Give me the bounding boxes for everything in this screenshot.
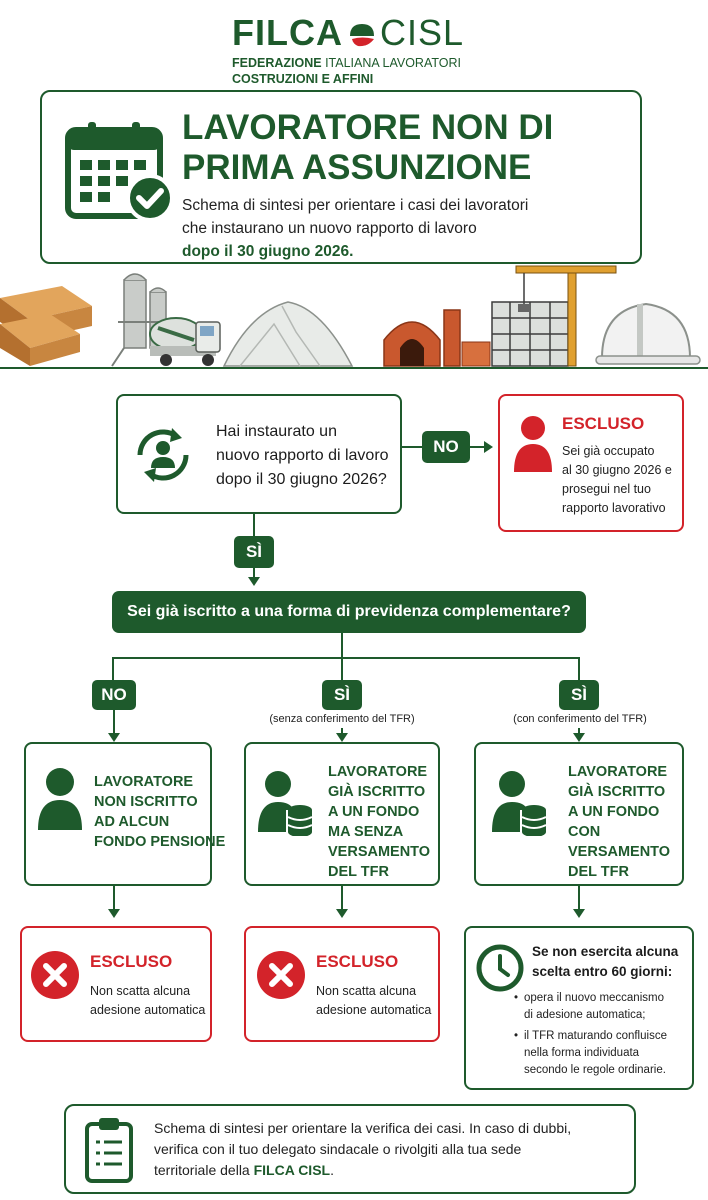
note-with-tfr: (con conferimento del TFR) [513,713,647,725]
outcome-1-text: Non scatta alcuna adesione automatica [90,984,206,1017]
stone-pile-icon [224,302,352,366]
logo-subtitle-1: FEDERAZIONE ITALIANA LAVORATORI [232,56,461,70]
label-no-1: NO [422,431,470,463]
label-branch-no: NO [92,680,136,710]
person-database-icon [490,770,548,836]
logo-brand-filca: FILCA [232,12,343,53]
header-description: Schema di sintesi per orientare i casi dei lavoratori che instaurano un nuovo rapporto di lavoro dopo il 30 giugno 2026. [182,197,529,260]
label-branch-si-1: SÌ [322,680,362,710]
card-enrolled-no-tfr [244,742,440,886]
outcome-excluded-1 [20,926,212,1042]
connector-branch-left [112,657,114,681]
arrow-to-card-2 [336,733,348,742]
label-si-1: SÌ [234,536,274,568]
logo [232,12,482,88]
outcome-1-title: ESCLUSO [90,952,173,971]
person-icon [512,414,554,474]
note-without-tfr: (senza conferimento del TFR) [269,713,415,725]
card-3-title: LAVORATORE GIÀ ISCRITTO A UN FONDO CON VERSAMENTO DEL TFR [568,764,671,880]
person-icon [36,766,84,832]
card-enrolled-with-tfr [474,742,684,886]
question-new-contract [116,394,402,514]
outcome-excluded-2 [244,926,440,1042]
arrow-to-excluded-top [484,441,493,453]
outcome-2-title: ESCLUSO [316,952,399,971]
excluded-top-box [498,394,684,532]
x-circle-icon [30,950,80,1000]
connector-branch-right [578,657,580,681]
outcome-2-text: Non scatta alcuna adesione automatica [316,984,432,1017]
logo-brand-cisl: CISL [380,12,465,53]
arrow-to-outcome-1 [108,909,120,918]
brick-kiln-icon [384,310,490,366]
label-branch-si-2: SÌ [559,680,599,710]
excluded-top-text: Sei già occupato al 30 giugno 2026 e prosegui nel tuo rapporto lavorativo [562,444,672,515]
construction-illustration [0,262,708,372]
connector-outcome-3 [578,886,580,910]
mixer-truck-icon [150,318,220,366]
clock-icon [476,944,524,992]
outcome-3-heading: Se non esercita alcuna scelta entro 60 giorni: [532,944,679,979]
person-database-icon [256,770,314,836]
arrow-to-question-2 [248,577,260,586]
connector-branch-middle [341,657,343,681]
question-1-text: Hai instaurato un nuovo rapporto di lavoro dopo il 30 giugno 2026? [216,423,389,488]
x-circle-icon [256,950,306,1000]
connector-outcome-2 [341,886,343,910]
arrow-to-card-3 [573,733,585,742]
rotate-person-icon [132,424,194,486]
arrow-to-outcome-2 [336,909,348,918]
connector-card1-top [113,710,115,734]
outcome-3-bullets: • opera il nuovo meccanismo di adesione automatica; • il TFR maturando confluisce nella forma individuata secondo le regole ordinarie. [514,992,667,1076]
connector-no-right [470,446,484,448]
footer-text: Schema di sintesi per orientare la verifica dei casi. In caso di dubbi, verifica con il tuo delegato sindacale o rivolgiti alla tua sede territoriale della FILCA CISL. [154,1120,572,1178]
connector-branch-horizontal [112,657,580,659]
logo-mark-icon [348,22,376,48]
card-not-enrolled [24,742,226,886]
header-box [40,90,642,264]
logo-subtitle-2: COSTRUZIONI E AFFINI [232,72,374,86]
outcome-auto-enrollment [464,926,694,1090]
card-2-title: LAVORATORE GIÀ ISCRITTO A UN FONDO MA SENZA VERSAMENTO DEL TFR [328,764,431,880]
page-title: LAVORATORE NON DI PRIMA ASSUNZIONE [182,108,554,187]
connector-si-top [253,514,255,536]
connector-outcome-1 [113,886,115,910]
question-pension-fund: Sei già iscritto a una forma di previdenza complementare? [112,591,586,633]
card-1-title: LAVORATORE NON ISCRITTO AD ALCUN FONDO PENSIONE [94,774,226,850]
timber-beams-icon [0,286,92,366]
excluded-top-title: ESCLUSO [562,414,645,433]
hard-hat-icon [596,304,700,364]
connector-no-left [402,446,422,448]
arrow-to-card-1 [108,733,120,742]
connector-q2-down [341,633,343,657]
arrow-to-outcome-3 [573,909,585,918]
calendar-check-icon [64,120,180,226]
footer-note [64,1104,636,1194]
clipboard-icon [84,1116,134,1184]
